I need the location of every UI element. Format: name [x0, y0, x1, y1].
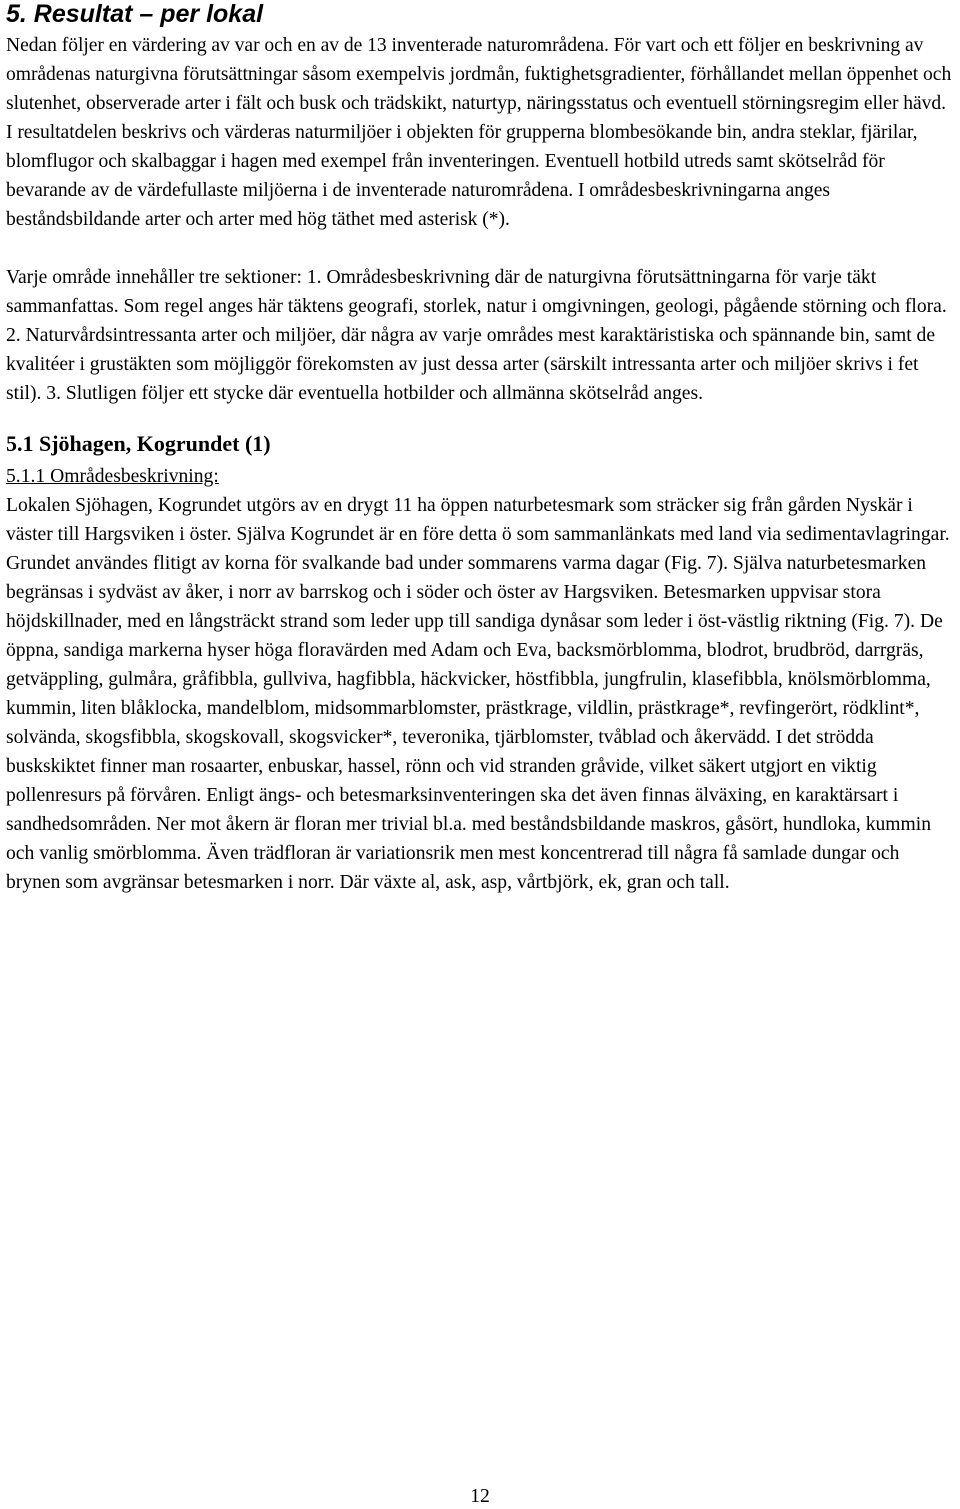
paragraph-spacer [6, 408, 954, 430]
sections-paragraph: Varje område innehåller tre sektioner: 1. Områdesbeskrivning där de naturgivna förutsättningarna för varje täkt sammanfattas. Som regel anges här täktens geografi, storlek, natur i omgivningen, geologi, pågående störning och flora. 2. Naturvårdsintressanta arter och miljöer, där några av varje områdes mest karaktäristiska och spännande bin, samt de kvalitéer i grustäkten som möjliggör förekomsten av just dessa arter (särskilt intressanta arter och miljöer skrivs i fet stil). 3. Slutligen följer ett stycke där eventuella hotbilder och allmänna skötselråd anges. [6, 267, 947, 404]
page-number: 12 [470, 1486, 490, 1507]
area-description-paragraph: Lokalen Sjöhagen, Kogrundet utgörs av en drygt 11 ha öppen naturbetesmark som sträcker sig från gården Nyskär i väster till Hargsviken i öster. Själva Kogrundet är en före detta ö som sammanlänkats med land via sedimentavlagringar. Grundet användes flitigt av korna för svalkande bad under sommarens varma dagar (Fig. 7). Själva naturbetesmarken begränsas i sydväst av åker, i norr av barrskog och i söder och öster av Hargsviken. Betesmarken uppvisar stora höjdskillnader, med en långsträckt strand som leder upp till sandiga dynåsar som leder i öst-västlig riktning (Fig. 7). De öppna, sandiga markerna hyser höga floravärden med Adam och Eva, backsmörblomma, blodrot, brudbröd, darrgräs, getväppling, gulmåra, gråfibbla, gullviva, hagfibbla, häckvicker, höstfibbla, jungfrulin, klasefibbla, knölsmörblomma, kummin, liten blåklocka, mandelblom, midsommarblomster, prästkrage, vildlin, prästkrage*, revfingerört, rödklint*, solvända, skogsfibbla, skogskovall, skogsvicker*, teveronika, tjärblomster, tvåblad och åkervädd. I det strödda buskskiktet finner man rosaarter, enbuskar, hassel, rönn och vid stranden gråvide, vilket säkert utgjort en viktig pollenresurs på förvåren. Enligt ängs- och betesmarksinventeringen ska det även finnas älväxing, en karaktärsart i sandhedsområden. Ner mot åkern är floran mer trivial bl.a. med beståndsbildande maskros, gåsört, hundloka, kummin och vanlig smörblomma. Även trädfloran är variationsrik men mest koncentrerad till några få samlade dungar och brynen som avgränsar betesmarken i norr. Där växte al, ask, asp, vårtbjörk, ek, gran och tall. [6, 495, 950, 893]
subsubsection-heading: 5.1.1 Områdesbeskrivning: [6, 466, 219, 487]
intro-paragraph: Nedan följer en värdering av var och en av de 13 inventerade naturområdena. För vart och ett följer en beskrivning av områdenas naturgivna förutsättningar såsom exempelvis jordmån, fuktighetsgradienter, förhållandet mellan öppenhet och slutenhet, observerade arter i fält och busk och trädskikt, naturtyp, näringsstatus och eventuell störningsregim eller hävd. I resultatdelen beskrivs och värderas naturmiljöer i objekten för grupperna blombesökande bin, andra steklar, fjärilar, blomflugor och skalbaggar i hagen med exempel från inventeringen. Eventuell hotbild utreds samt skötselråd för bevarande av de värdefullaste miljöerna i de inventerade naturområdena. I områdesbeskrivningarna anges beståndsbildande arter och arter med hög täthet med asterisk (*). [6, 35, 952, 230]
document-page [6, 0, 954, 897]
subsection-heading: 5.1 Sjöhagen, Kogrundet (1) [6, 431, 271, 456]
paragraph-spacer [6, 234, 954, 263]
section-heading: 5. Resultat – per lokal [6, 0, 264, 28]
